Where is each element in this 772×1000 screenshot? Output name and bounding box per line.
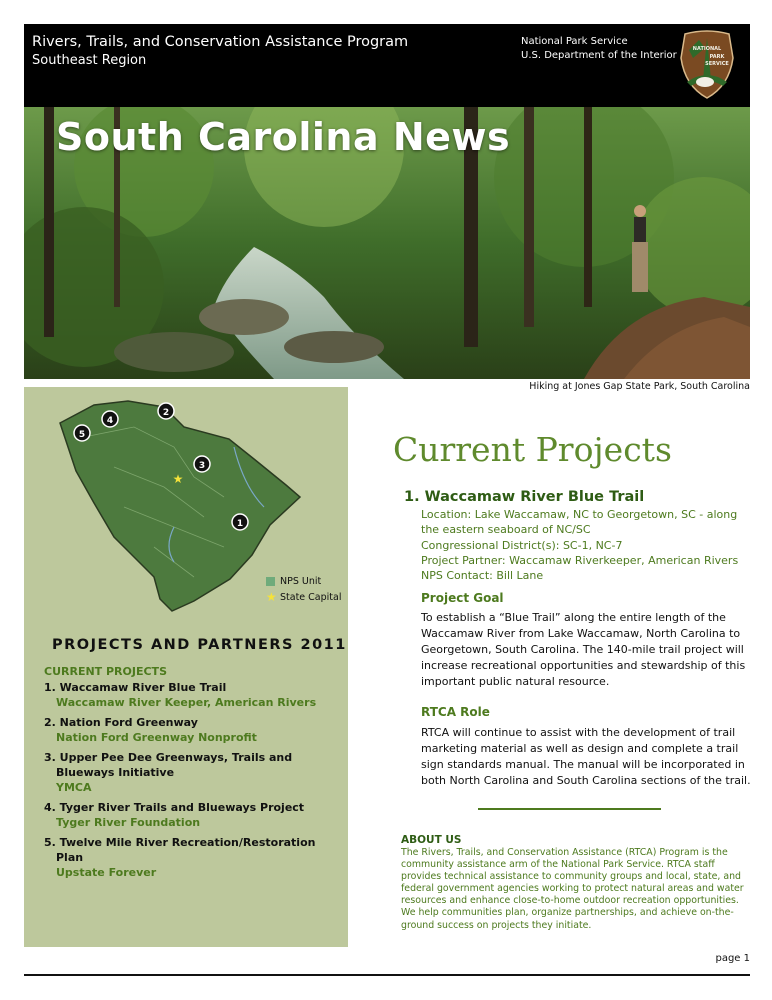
- project-partner: Nation Ford Greenway Nonprofit: [56, 731, 257, 744]
- agency-name: National Park Service: [521, 36, 628, 47]
- map-marker-4: [102, 411, 118, 427]
- svg-text:1: 1: [236, 519, 244, 529]
- nps-arrowhead-logo: [679, 28, 735, 100]
- svg-text:4: 4: [106, 416, 114, 426]
- hero-photo: [24, 107, 750, 379]
- project-partner: Tyger River Foundation: [56, 816, 201, 829]
- svg-text:5: 5: [78, 430, 86, 440]
- project-districts: Congressional District(s): SC-1, NC-7: [421, 538, 623, 552]
- goal-heading: Project Goal: [421, 591, 504, 605]
- map-marker-2: [158, 403, 174, 419]
- project-title: 4. Tyger River Trails and Blueways Project: [44, 801, 305, 814]
- department-name: U.S. Department of the Interior: [521, 50, 677, 61]
- rtca-text: RTCA will continue to assist with the development of trail marketing material as well as design and complete a trail sign standards manual. The manual will be incorporated in both North Carolina and South Carolina sections of the trail.: [421, 726, 751, 787]
- map-marker-1: [232, 514, 248, 530]
- project-partner: YMCA: [56, 781, 92, 794]
- project-partner-line: Project Partner: Waccamaw Riverkeeper, American Rivers: [421, 553, 739, 567]
- sidebar-panel: [24, 387, 348, 947]
- map-marker-5: [74, 425, 90, 441]
- footer-rule: [24, 974, 750, 976]
- legend-state-capital: [266, 589, 341, 605]
- logo-word-park: PARK: [709, 54, 725, 60]
- nps-unit-swatch: [266, 577, 275, 586]
- list-item: [44, 750, 340, 795]
- list-item: [44, 715, 340, 745]
- region-name: Southeast Region: [32, 53, 147, 68]
- section-title: Current Projects: [393, 430, 672, 469]
- program-name: Rivers, Trails, and Conservation Assistance Program: [32, 34, 409, 50]
- list-item: [44, 680, 340, 710]
- project-title: 5. Twelve Mile River Recreation/Restoration Plan: [44, 836, 316, 864]
- project-title: 3. Upper Pee Dee Greenways, Trails and Blueways Initiative: [44, 751, 293, 779]
- photo-caption: Hiking at Jones Gap State Park, South Carolina: [529, 381, 750, 392]
- svg-text:3: 3: [198, 461, 206, 471]
- logo-word-national: NATIONAL: [692, 46, 722, 52]
- svg-text:2: 2: [162, 408, 170, 418]
- state-outline: [60, 401, 300, 611]
- map-legend: [266, 573, 341, 605]
- project-details: [421, 507, 751, 583]
- map-marker-3: [194, 456, 210, 472]
- list-item: [44, 835, 340, 880]
- projects-partners-heading: PROJECTS AND PARTNERS 2011: [52, 637, 347, 653]
- header-bar: [24, 24, 750, 107]
- project-title: 1. Waccamaw River Blue Trail: [44, 681, 227, 694]
- project-list: [44, 680, 340, 885]
- project-heading: 1. Waccamaw River Blue Trail: [404, 489, 645, 505]
- page-number: page 1: [715, 953, 750, 964]
- state-capital-star: ★: [172, 472, 184, 486]
- legend-nps-unit: [266, 573, 341, 589]
- legend-state-capital-label: State Capital: [280, 591, 342, 603]
- agency-block: [521, 35, 677, 63]
- current-projects-label: CURRENT PROJECTS: [44, 665, 167, 678]
- goal-text: To establish a “Blue Trail” along the entire length of the Waccamaw River from Lake Waccamaw, North Carolina to Georgetown, South Carolina. The 140-mile trail project will increase recreational opportunities and stewardship of this important public natural resource.: [421, 611, 746, 688]
- project-partner: Upstate Forever: [56, 866, 157, 879]
- list-item: [44, 800, 340, 830]
- about-text: The Rivers, Trails, and Conservation Assistance (RTCA) Program is the community assistance arm of the National Park Service. RTCA staff provides technical assistance to community groups and local, state, and federal government agencies working to protect natural areas and water resources and enhance close-to-home outdoor recreation opportunities. We help communities plan, organize partnerships, and achieve on-the-ground success on projects they initiate.: [401, 847, 744, 931]
- project-partner: Waccamaw River Keeper, American Rivers: [56, 696, 317, 709]
- project-title: 2. Nation Ford Greenway: [44, 716, 198, 729]
- newsletter-title: South Carolina News: [56, 115, 511, 159]
- about-heading: ABOUT US: [401, 834, 462, 846]
- project-location: Location: Lake Waccamaw, NC to Georgetown, SC - along the eastern seaboard of NC/SC: [421, 508, 738, 537]
- section-divider: [478, 808, 661, 810]
- legend-nps-unit-label: NPS Unit: [280, 575, 322, 587]
- star-icon: ★: [266, 590, 277, 604]
- logo-word-service: SERVICE: [705, 61, 729, 67]
- rtca-heading: RTCA Role: [421, 705, 490, 719]
- project-contact: NPS Contact: Bill Lane: [421, 569, 544, 583]
